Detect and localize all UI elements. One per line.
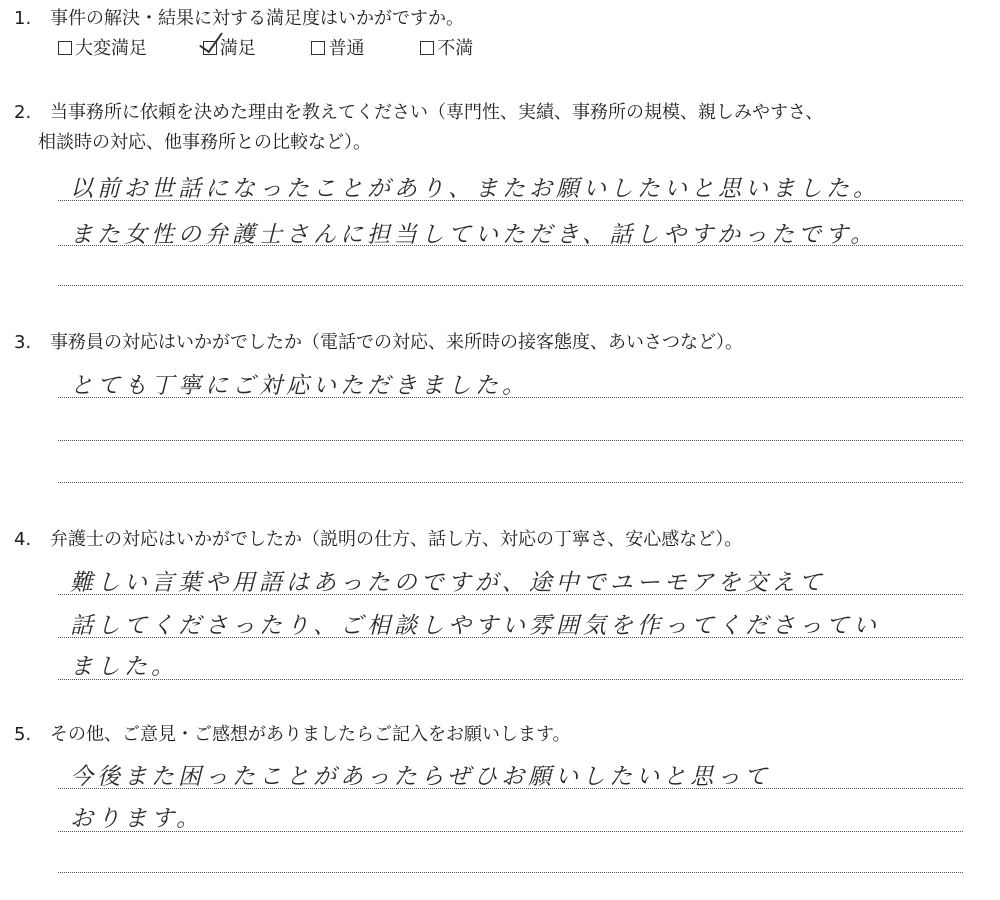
checkbox-icon[interactable]	[58, 41, 72, 55]
answer-line: また女性の弁護士さんに担当していただき、話しやすかったです。	[70, 222, 878, 248]
answer-rule	[58, 872, 963, 873]
question-text: 相談時の対応、他事務所との比較など）。	[38, 132, 371, 153]
option-normal[interactable]: 普通	[311, 36, 364, 62]
checked-checkbox-icon[interactable]	[203, 41, 217, 55]
question-2-continued	[38, 130, 371, 156]
checkbox-icon[interactable]	[420, 41, 434, 55]
question-number: 3.	[14, 332, 32, 353]
answer-rule	[58, 788, 963, 789]
question-text: 事件の解決・結果に対する満足度はいかがですか。	[50, 8, 464, 29]
question-5	[14, 722, 571, 748]
question-number: 1.	[14, 8, 32, 29]
answer-rule	[58, 831, 963, 832]
question-text: 事務員の対応はいかがでしたか（電話での対応、来所時の接客態度、あいさつなど）。	[50, 332, 743, 353]
answer-line: ました。	[70, 654, 178, 680]
option-satisfied[interactable]: 満足	[203, 36, 256, 62]
question-text: 当事務所に依頼を決めた理由を教えてください（専門性、実績、事務所の規模、親しみやすさ、	[50, 102, 824, 123]
question-1	[14, 6, 464, 32]
checkbox-icon[interactable]	[311, 41, 325, 55]
option-unsatisfied[interactable]: 不満	[420, 36, 473, 62]
answer-rule	[58, 285, 963, 286]
answer-rule	[58, 637, 963, 638]
question-2	[14, 100, 823, 126]
answer-rule	[58, 397, 963, 398]
answer-line: 話してくださったり、ご相談しやすい雰囲気を作ってくださってい	[70, 613, 880, 639]
answer-line: 難しい言葉や用語はあったのですが、途中でユーモアを交えて	[70, 570, 826, 596]
question-3	[14, 330, 743, 356]
question-number: 5.	[14, 724, 32, 745]
satisfaction-options	[58, 36, 523, 62]
answer-rule	[58, 482, 963, 483]
question-text: その他、ご意見・ご感想がありましたらご記入をお願いします。	[50, 724, 571, 745]
answer-rule	[58, 440, 963, 441]
answer-line: おります。	[70, 806, 204, 832]
answer-line: 以前お世話になったことがあり、またお願いしたいと思いました。	[70, 176, 880, 202]
answer-rule	[58, 200, 963, 201]
question-text: 弁護士の対応はいかがでしたか（説明の仕方、話し方、対応の丁寧さ、安心感など）。	[50, 529, 743, 550]
answer-rule	[58, 245, 963, 246]
option-very-satisfied[interactable]: 大変満足	[58, 36, 147, 62]
answer-line: 今後また困ったことがあったらぜひお願いしたいと思って	[70, 764, 772, 790]
question-number: 4.	[14, 529, 32, 550]
answer-rule	[58, 679, 963, 680]
answer-rule	[58, 594, 963, 595]
question-4	[14, 527, 742, 553]
question-number: 2.	[14, 102, 32, 123]
answer-line: とても丁寧にご対応いただきました。	[70, 373, 529, 399]
